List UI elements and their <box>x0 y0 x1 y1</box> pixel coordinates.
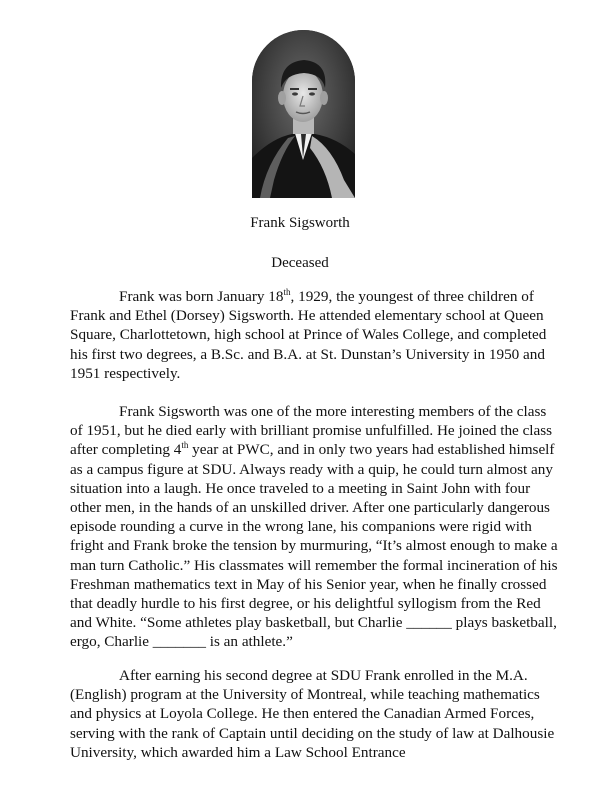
paragraph-text: year at PWC, and in only two years had established himself as a campus figure at SDU. Always ready with a quip, he could turn almost any situation into a laugh. He once traveled to a meeting in Saint John with four other men, in the hands of an unskilled driver. After one particularly dangerous episode rounding a curve in the wrong lane, his companions were rigid with fright and Frank broke the tension by murmuring, “It’s almost enough to make a man turn Catholic.” His classmates will remember the formal incineration of his Freshman mathematics text in May of his Senior year, when he finally crossed that deadly hurdle to his first degree, or his delightful syllogism from the Red and White. “Some athletes play basketball, but Charlie ______ plays basketball, ergo, Charlie _______ is an athlete.” <box>70 441 558 651</box>
biography-paragraph-3: After earning his second degree at SDU Frank enrolled in the M.A.(English) program at the University of Montreal, while teaching mathematics and physics at Loyola College. He then entered the Canadian Armed Forces, serving with the rank of Captain until deciding on the study of law at Dalhousie University, which awarded him a Law School Entrance <box>70 667 555 761</box>
person-status: Deceased <box>271 255 329 271</box>
paragraph-text: Frank was born January 18 <box>119 288 284 305</box>
biography-paragraph-1 <box>70 287 560 383</box>
superscript: th <box>283 287 291 297</box>
paragraph-text: Frank Sigsworth was one of the more interesting members of the class of 1951, but he died early with brilliant promise unfulfilled. He joined the class after completing 4 <box>70 403 553 459</box>
paragraph-text: , 1929, the youngest of three children of Frank and Ethel (Dorsey) Sigsworth. He attended elementary school at Queen Square, Charlottetown, high school at Prince of Wales College, and completed his first two degrees, a B.Sc. and B.A. at St. Dunstan’s University in 1950 and 1951 respectively. <box>70 288 547 382</box>
portrait-photo <box>252 30 355 198</box>
biography-paragraph-2 <box>70 402 560 652</box>
superscript: th <box>181 440 189 451</box>
person-name: Frank Sigsworth <box>250 215 350 231</box>
